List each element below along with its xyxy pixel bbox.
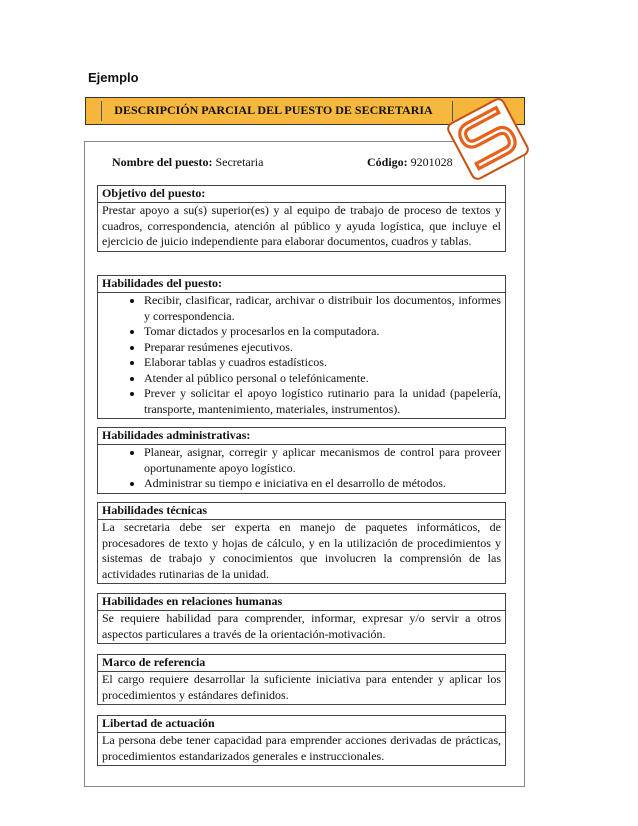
- section-text: Prestar apoyo a su(s) superior(es) y al equipo de trabajo de proceso de textos y cuadros, correspondencia, atención al público y ayuda logística, que incluye el ejercicio de juicio independiente para elaborar documentos, cuadros y tablas.: [102, 203, 501, 248]
- section-text: La persona debe tener capacidad para emprender acciones derivadas de prácticas, procedimientos estandarizados generales e instruccionales.: [102, 733, 501, 763]
- section-title: Habilidades del puesto:: [98, 276, 505, 293]
- list-item: • Preparar resúmenes ejecutivos.: [144, 340, 501, 356]
- section-title: Objetivo del puesto:: [98, 186, 505, 203]
- section-text: El cargo requiere desarrollar la suficiente iniciativa para entender y aplicar los procedimientos y estándares definidos.: [102, 672, 501, 702]
- list-item: • Prever y solicitar el apoyo logístico rutinario para la unidad (papelería, transporte, mantenimiento, materiales, instrumentos).: [144, 386, 501, 417]
- section-marco: [97, 654, 506, 705]
- job-name: [112, 155, 263, 170]
- section-title: Habilidades técnicas: [98, 503, 505, 520]
- job-code-value: 9201028: [410, 155, 453, 169]
- section-libertad: [97, 715, 506, 766]
- section-title: Habilidades administrativas:: [98, 428, 505, 445]
- section-objetivo: [97, 185, 506, 252]
- section-title: Habilidades en relaciones humanas: [98, 594, 505, 611]
- section-habilidades-puesto: [97, 275, 506, 419]
- section-habilidades-admin: [97, 427, 506, 494]
- list-item: • Administrar su tiempo e iniciativa en el desarrollo de métodos.: [144, 476, 501, 492]
- job-name-value: Secretaria: [215, 155, 264, 169]
- section-title: Libertad de actuación: [98, 716, 505, 733]
- job-name-label: Nombre del puesto:: [112, 155, 213, 169]
- list-item: • Atender al público personal o telefónicamente.: [144, 371, 501, 387]
- section-habilidades-tecnicas: [97, 502, 506, 584]
- list-item: • Planear, asignar, corregir y aplicar mecanismos de control para proveer oportunamente apoyo logístico.: [144, 445, 501, 476]
- section-text: La secretaria debe ser experta en manejo de paquetes informáticos, de procesadores de texto y hojas de cálculo, y en la utilización de procedimientos y sistemas de trabajo y conocimientos que involucren la comprensión de las actividades rutinarias de la unidad.: [102, 520, 501, 581]
- list-item: • Recibir, clasificar, radicar, archivar o distribuir los documentos, informes y correspondencia.: [144, 293, 501, 324]
- list-item: • Elaborar tablas y cuadros estadísticos.: [144, 355, 501, 371]
- section-title: Marco de referencia: [98, 655, 505, 672]
- list-item: • Tomar dictados y procesarlos en la computadora.: [144, 324, 501, 340]
- page-heading: Ejemplo: [88, 70, 139, 85]
- admin-skills-list: [98, 445, 505, 493]
- job-code-label: Código:: [367, 155, 408, 169]
- company-logo: [447, 96, 529, 182]
- skills-list: [98, 293, 505, 418]
- section-text: Se requiere habilidad para comprender, informar, expresar y/o servir a otros aspectos particulares a través de la orientación-motivación.: [102, 611, 501, 641]
- banner-title: DESCRIPCIÓN PARCIAL DEL PUESTO DE SECRETARIA: [114, 103, 433, 117]
- section-relaciones-humanas: [97, 593, 506, 644]
- job-code: [367, 155, 453, 170]
